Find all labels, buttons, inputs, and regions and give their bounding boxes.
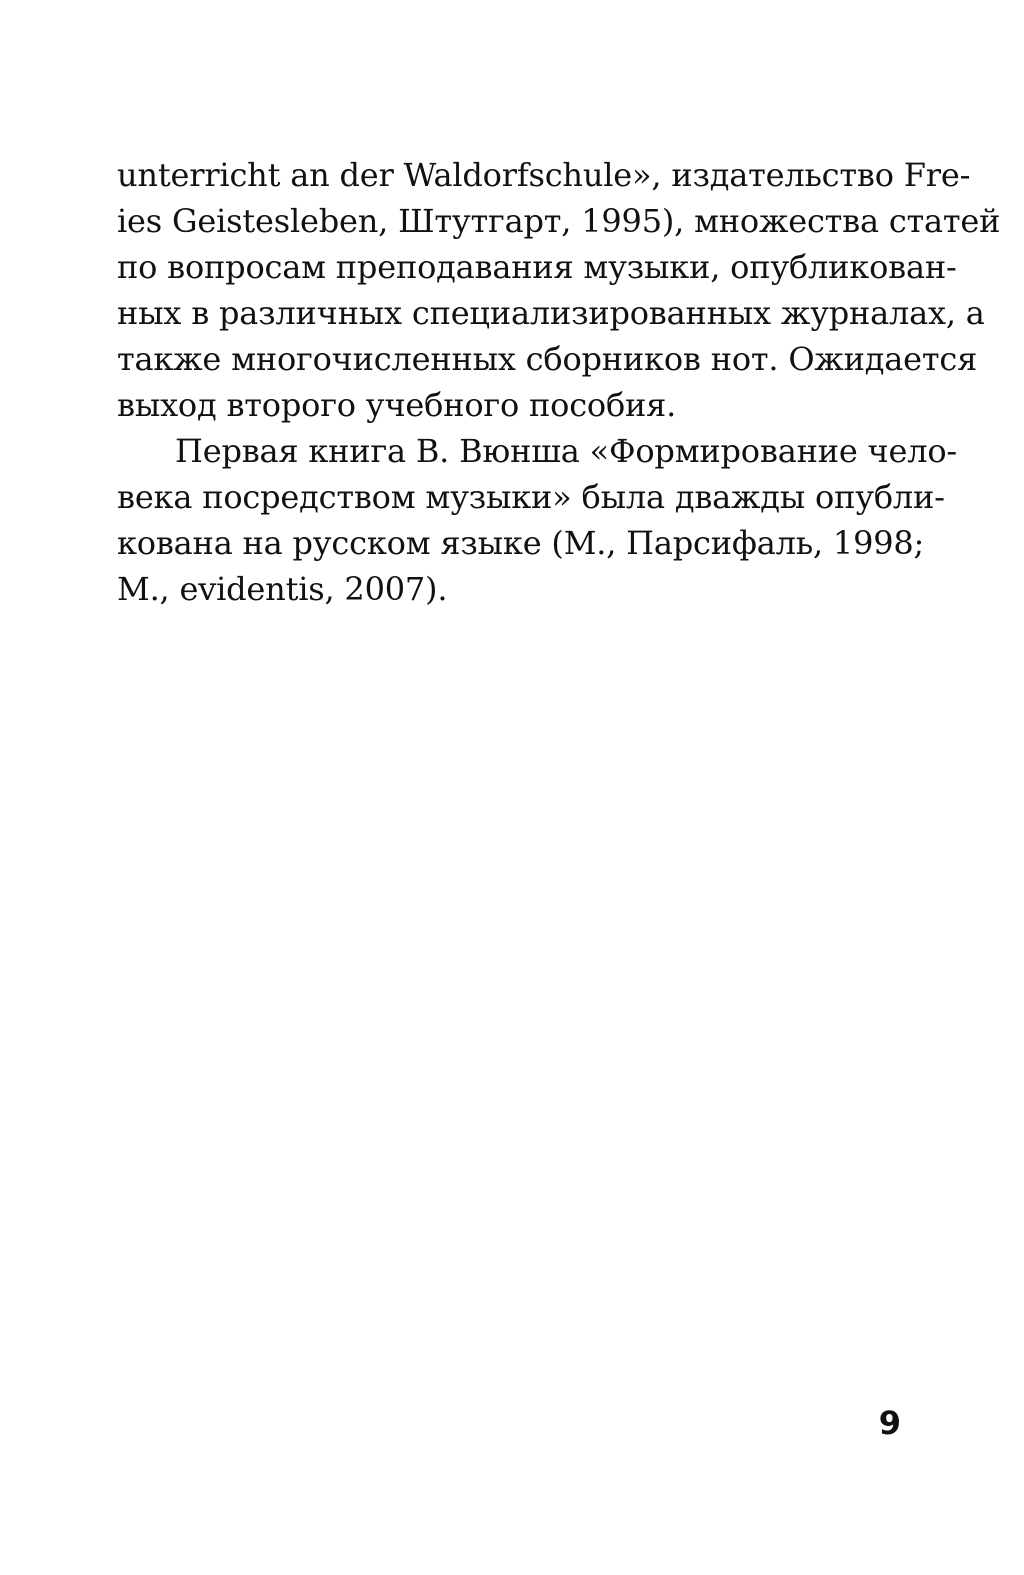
paragraph-1 [117, 152, 1001, 428]
body-text [117, 152, 1001, 612]
text-line: также многочисленных сборников нот. Ожидается [117, 340, 978, 378]
text-line: кована на русском языке (М., Парсифаль, 1998; [117, 524, 925, 562]
text-line: ных в различных специализированных журналах, а [117, 294, 985, 332]
text-line: века посредством музыки» была дважды опубли- [117, 478, 945, 516]
page-number: 9 [878, 1404, 901, 1442]
text-line: выход второго учебного пособия. [117, 386, 677, 424]
text-line: М., evidentis, 2007). [117, 570, 448, 608]
text-line: Первая книга В. Вюнша «Формирование чело- [175, 432, 958, 470]
paragraph-2 [117, 428, 958, 612]
text-line: unterricht an der Waldorfschule», издательство Fre- [117, 156, 971, 194]
text-line: по вопросам преподавания музыки, опубликован- [117, 248, 957, 286]
text-line: ies Geistesleben, Штутгарт, 1995), множества статей [117, 202, 1001, 240]
